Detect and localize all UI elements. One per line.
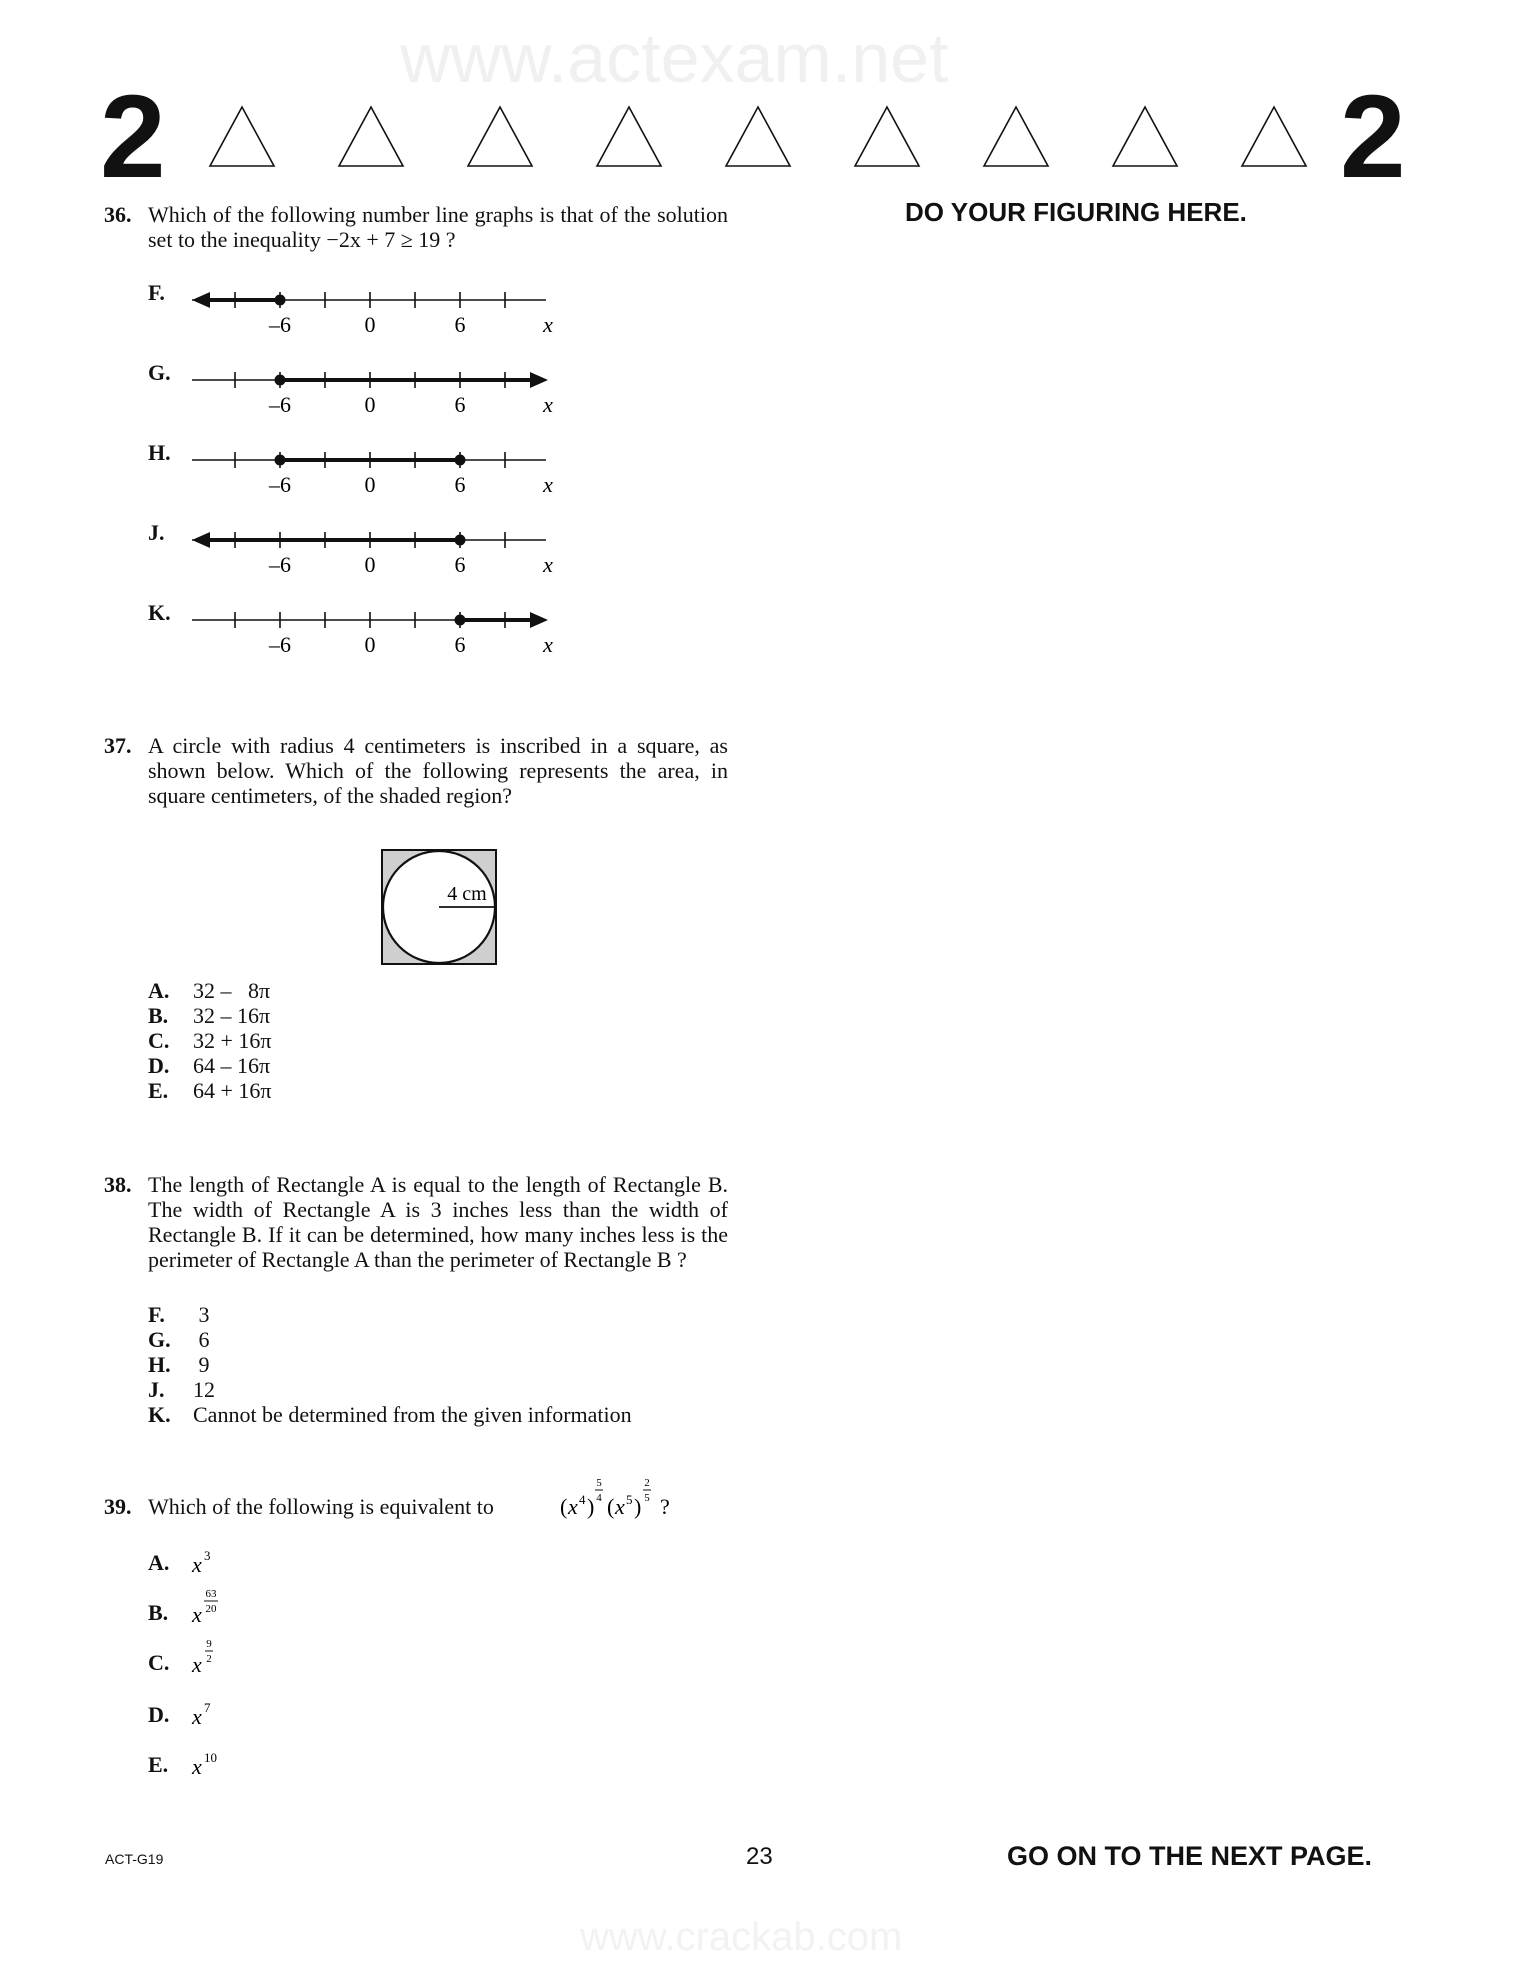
triangle-icon — [726, 107, 790, 166]
next-page-instruction: GO ON TO THE NEXT PAGE. — [1007, 1841, 1373, 1871]
option-J[interactable]: J. 12 — [148, 1377, 215, 1402]
triangle-icon — [339, 107, 403, 166]
option-F[interactable]: F. 3 — [148, 1302, 210, 1327]
option-A[interactable]: A. 32 – 8π — [148, 978, 271, 1003]
number-line-F — [190, 276, 560, 336]
option-label: H. — [148, 440, 171, 465]
axis-variable: x — [543, 472, 553, 496]
option-H[interactable] — [100, 436, 560, 496]
svg-text:7: 7 — [204, 1700, 211, 1715]
option-G[interactable]: G. 6 — [148, 1327, 210, 1352]
svg-text:): ) — [634, 1494, 642, 1519]
option-C[interactable]: C. x 9 2 — [148, 1634, 348, 1682]
number-line-H — [190, 436, 560, 496]
svg-text:2: 2 — [644, 1477, 650, 1489]
option-expression — [190, 1690, 250, 1730]
svg-text:): ) — [587, 1494, 595, 1519]
answer-choices-39 — [148, 1538, 348, 1788]
question-prompt-39: Which of the following is equivalent to — [148, 1494, 494, 1519]
option-expression — [190, 1584, 250, 1632]
option-G[interactable] — [100, 356, 560, 416]
option-A[interactable]: A. x 3 — [148, 1538, 348, 1578]
tick-label: 6 — [454, 312, 466, 336]
answer-choices-38 — [148, 1302, 632, 1427]
option-label: G. — [148, 360, 171, 385]
watermark-bottom: www.crackab.com — [580, 1915, 903, 1959]
circle-in-square-figure — [380, 848, 500, 968]
tick-label: –6 — [269, 552, 291, 576]
tick-label: 6 — [454, 552, 466, 576]
svg-text:x: x — [192, 1652, 202, 1677]
option-label: J. — [148, 520, 165, 545]
option-label: K. — [148, 600, 171, 625]
axis-variable: x — [543, 632, 553, 656]
option-K[interactable] — [100, 596, 560, 656]
triangle-icon — [468, 107, 532, 166]
number-line-J — [190, 516, 560, 576]
option-K[interactable]: K. Cannot be determined from the given information — [148, 1402, 632, 1427]
watermark-top: www.actexam.net — [400, 19, 949, 97]
triangle-icon — [1113, 107, 1177, 166]
number-line-G — [190, 356, 560, 416]
form-code: ACT-G19 — [105, 1851, 164, 1867]
svg-text:3: 3 — [204, 1548, 211, 1563]
svg-text:5: 5 — [626, 1492, 633, 1507]
number-line-K — [190, 596, 560, 656]
svg-text:x: x — [192, 1704, 202, 1729]
svg-text:?: ? — [660, 1494, 670, 1519]
svg-text:(: ( — [560, 1494, 568, 1519]
svg-text:x: x — [192, 1552, 202, 1577]
triangle-icon — [984, 107, 1048, 166]
tick-label: 6 — [454, 632, 466, 656]
option-label: F. — [148, 280, 165, 305]
option-B[interactable]: B. x 63 20 — [148, 1584, 348, 1632]
svg-text:5: 5 — [596, 1477, 602, 1489]
triangle-icon — [1242, 107, 1306, 166]
option-expression — [190, 1740, 250, 1780]
tick-label: 0 — [364, 632, 376, 656]
svg-text:(: ( — [607, 1494, 615, 1519]
axis-variable: x — [543, 392, 553, 416]
option-H[interactable]: H. 9 — [148, 1352, 210, 1377]
svg-text:2: 2 — [206, 1653, 212, 1665]
tick-label: –6 — [269, 632, 291, 656]
svg-text:9: 9 — [206, 1638, 212, 1650]
option-E[interactable]: E. 64 + 16π — [148, 1078, 272, 1103]
radius-label: 4 cm — [447, 883, 487, 905]
question-number-36: 36. — [104, 202, 132, 227]
tick-label: 0 — [364, 552, 376, 576]
tick-label: –6 — [269, 472, 291, 496]
question-text-37: A circle with radius 4 centimeters is inscribed in a square, as shown below. Which of the following represents the area, in square centimeters, of the shaded region? — [148, 733, 728, 808]
option-D[interactable]: D. x 7 — [148, 1690, 348, 1730]
svg-text:63: 63 — [205, 1588, 217, 1600]
axis-variable: x — [543, 312, 553, 336]
triangle-icon — [210, 107, 274, 166]
tick-label: 0 — [364, 472, 376, 496]
exponent-expression — [560, 1468, 710, 1528]
question-number-39: 39. — [104, 1494, 132, 1519]
svg-text:4: 4 — [579, 1492, 586, 1507]
triangle-icon — [855, 107, 919, 166]
svg-text:x: x — [192, 1602, 202, 1627]
section-number-left: 2 — [100, 71, 166, 203]
number-line-options — [100, 276, 560, 666]
question-text-39 — [148, 1468, 748, 1528]
triangle-row — [200, 100, 1330, 170]
option-expression — [190, 1634, 250, 1682]
tick-label: 0 — [364, 392, 376, 416]
option-E[interactable]: E. x 10 — [148, 1740, 348, 1780]
tick-label: –6 — [269, 312, 291, 336]
option-expression — [190, 1538, 250, 1578]
page-number: 23 — [746, 1843, 773, 1870]
section-number-right: 2 — [1340, 71, 1406, 203]
svg-text:5: 5 — [644, 1492, 650, 1504]
svg-text:4: 4 — [596, 1492, 602, 1504]
figuring-label: DO YOUR FIGURING HERE. — [905, 197, 1247, 227]
option-C[interactable]: C. 32 + 16π — [148, 1028, 272, 1053]
svg-text:x: x — [568, 1494, 578, 1519]
tick-label: 0 — [364, 312, 376, 336]
svg-text:10: 10 — [204, 1750, 217, 1765]
question-number-38: 38. — [104, 1172, 132, 1197]
svg-text:20: 20 — [205, 1603, 217, 1615]
question-text-38: The length of Rectangle A is equal to the length of Rectangle B. The width of Rectangle A is 3 inches less than the width of Rectangle B. If it can be determined, how many inches less is the perimeter of Rectangle A than the perimeter of Rectangle B ? — [148, 1172, 728, 1272]
answer-choices-37 — [148, 978, 272, 1103]
tick-label: –6 — [269, 392, 291, 416]
option-J[interactable] — [100, 516, 560, 576]
question-number-37: 37. — [104, 733, 132, 758]
triangle-icon — [597, 107, 661, 166]
option-D[interactable]: D. 64 – 16π — [148, 1053, 271, 1078]
svg-text:x: x — [615, 1494, 625, 1519]
axis-variable: x — [543, 552, 553, 576]
tick-label: 6 — [454, 472, 466, 496]
question-text-36: Which of the following number line graphs is that of the solution set to the inequality −2x + 7 ≥ 19 ? — [148, 202, 728, 252]
option-B[interactable]: B. 32 – 16π — [148, 1003, 271, 1028]
svg-text:x: x — [192, 1754, 202, 1779]
tick-label: 6 — [454, 392, 466, 416]
option-F[interactable] — [100, 276, 560, 336]
